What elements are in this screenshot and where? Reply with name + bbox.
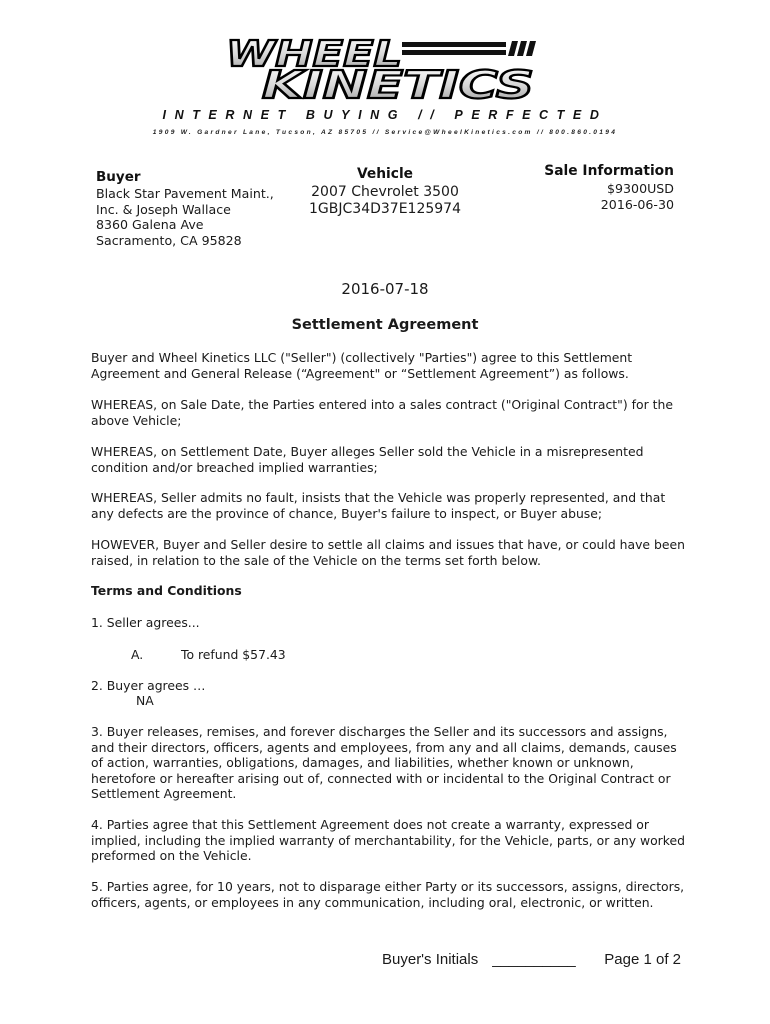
vehicle-model: 2007 Chevrolet 3500 (311, 184, 459, 200)
logo-line1: WHEEL (226, 34, 402, 75)
document-date: 2016-07-18 (341, 280, 429, 298)
buyer-initials-field (382, 951, 576, 968)
terms-heading: Terms and Conditions (91, 583, 242, 598)
vehicle-vin: 1GBJC34D37E125974 (309, 201, 461, 217)
whereas-paragraph-1: WHEREAS, on Sale Date, the Parties entered into a sales contract ("Original Contract") for the above Vehicle; (91, 397, 673, 428)
buyer-name-line1: Black Star Pavement Maint., (96, 185, 274, 201)
term-item-5: 5. Parties agree, for 10 years, not to disparage either Party or its successors, assigns, directors, officers, agents, or employees in any communication, including oral, electronic, or written. (91, 879, 685, 910)
term-item-1: 1. Seller agrees... (91, 615, 200, 630)
term-item-1a-letter: A. (131, 647, 144, 662)
sale-date: 2016-06-30 (600, 196, 674, 212)
vehicle-heading: Vehicle (356, 166, 414, 182)
buyer-name-line2: Inc. & Joseph Wallace (96, 201, 231, 217)
sale-amount: $9300USD (607, 180, 674, 196)
page-number: Page 1 of 2 (604, 951, 681, 968)
term-item-3: 3. Buyer releases, remises, and forever discharges the Seller and its successors and assigns, and their directors, officers, agents and employees, from any and all claims, demands, causes of action, warranties, obligations, damages, and liabilities, whether known or unknown, heretofore or hereafter arising out of, connected with or incidental to the Original Contract or Settlement Agreement. (91, 724, 677, 802)
wheel-kinetics-logo (222, 34, 552, 104)
sale-info-block (474, 164, 674, 212)
term-item-1a-text: To refund $57.43 (181, 647, 286, 662)
logo-line2: KINETICS (262, 63, 534, 104)
vehicle-block (275, 166, 495, 218)
buyer-city: Sacramento, CA 95828 (96, 233, 242, 249)
company-tagline: INTERNET BUYING // PERFECTED (162, 108, 608, 122)
buyer-initials-blank: __________ (492, 951, 576, 968)
term-item-2: 2. Buyer agrees … (91, 678, 206, 693)
term-item-2-value: NA (136, 693, 154, 708)
logo-speed-stripes (402, 41, 536, 56)
buyer-heading: Buyer (96, 169, 141, 185)
whereas-paragraph-3: WHEREAS, Seller admits no fault, insists that the Vehicle was properly represented, and that any defects are the province of chance, Buyer's failure to inspect, or Buyer abuse; (91, 490, 666, 521)
term-item-4: 4. Parties agree that this Settlement Agreement does not create a warranty, expressed or implied, including the implied warranty of merchantability, for the Vehicle, parts, or any worked preformed on the Vehicle. (91, 817, 685, 864)
logo-graphic (222, 34, 552, 104)
buyer-initials-label: Buyer's Initials (382, 951, 479, 968)
sale-heading: Sale Information (544, 163, 674, 179)
term-item-1a (131, 647, 286, 663)
company-address: 1909 W. Gardner Lane, Tucson, AZ 85705 // Service@WheelKinetics.com // 800.860.0194 (152, 129, 618, 136)
whereas-paragraph-2: WHEREAS, on Settlement Date, Buyer alleges Seller sold the Vehicle in a misrepresented condition and/or breached implied warranties; (91, 444, 644, 475)
intro-paragraph: Buyer and Wheel Kinetics LLC ("Seller") (collectively "Parties") agree to this Settlement Agreement and General Release (“Agreement" or “Settlement Agreement”) as follows. (91, 350, 633, 381)
document-title: Settlement Agreement (291, 317, 479, 333)
however-paragraph: HOWEVER, Buyer and Seller desire to settle all claims and issues that have, or could have been raised, in relation to the sale of the Vehicle on the terms set forth below. (91, 537, 685, 568)
buyer-street: 8360 Galena Ave (96, 217, 204, 233)
buyer-block (96, 170, 296, 249)
